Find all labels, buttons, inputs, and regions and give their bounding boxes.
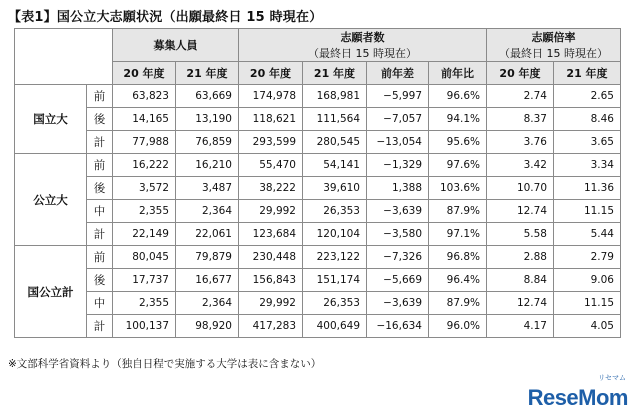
table-cell: −3,639 bbox=[367, 200, 429, 223]
table-cell: 12.74 bbox=[487, 200, 554, 223]
table-cell: −5,669 bbox=[367, 269, 429, 292]
table-cell: 8.37 bbox=[487, 108, 554, 131]
logo-text: ReseMom bbox=[527, 385, 628, 410]
header-ratio-sub: （最終日 15 時現在） bbox=[499, 47, 608, 60]
table-cell: 10.70 bbox=[487, 177, 554, 200]
table-cell: 293,599 bbox=[239, 131, 303, 154]
table-cell: 63,823 bbox=[113, 85, 176, 108]
table-cell: 16,222 bbox=[113, 154, 176, 177]
table-cell: 5.44 bbox=[554, 223, 621, 246]
source-note: ※文部科学省資料より（独自日程で実施する大学は表に含まない） bbox=[8, 358, 322, 370]
table-cell: 168,981 bbox=[303, 85, 367, 108]
table-cell: 2,355 bbox=[113, 292, 176, 315]
table-cell: 22,061 bbox=[176, 223, 239, 246]
table-cell: 103.6% bbox=[429, 177, 487, 200]
table-cell: 120,104 bbox=[303, 223, 367, 246]
table-cell: 223,122 bbox=[303, 246, 367, 269]
table-cell: −13,054 bbox=[367, 131, 429, 154]
table-row bbox=[15, 85, 621, 108]
table-cell: 400,649 bbox=[303, 315, 367, 338]
table-cell: −3,639 bbox=[367, 292, 429, 315]
col-header: 21 年度 bbox=[303, 62, 367, 85]
col-header: 前年比 bbox=[429, 62, 487, 85]
table-cell: 14,165 bbox=[113, 108, 176, 131]
table-cell: 8.84 bbox=[487, 269, 554, 292]
schedule-label: 計 bbox=[87, 131, 113, 154]
table-cell: 63,669 bbox=[176, 85, 239, 108]
table-cell: 87.9% bbox=[429, 200, 487, 223]
table-cell: 2,364 bbox=[176, 292, 239, 315]
table-cell: 2.88 bbox=[487, 246, 554, 269]
table-cell: 151,174 bbox=[303, 269, 367, 292]
table-cell: 3.76 bbox=[487, 131, 554, 154]
header-ratio-label: 志願倍率 bbox=[531, 31, 576, 44]
header-ratio bbox=[487, 29, 621, 62]
table-cell: 54,141 bbox=[303, 154, 367, 177]
table-cell: 118,621 bbox=[239, 108, 303, 131]
table-cell: 4.05 bbox=[554, 315, 621, 338]
schedule-label: 前 bbox=[87, 154, 113, 177]
table-cell: 2,364 bbox=[176, 200, 239, 223]
schedule-label: 前 bbox=[87, 85, 113, 108]
table-cell: 11.15 bbox=[554, 292, 621, 315]
table-cell: −5,997 bbox=[367, 85, 429, 108]
table-cell: 26,353 bbox=[303, 292, 367, 315]
schedule-label: 後 bbox=[87, 269, 113, 292]
table-cell: 16,677 bbox=[176, 269, 239, 292]
header-recruit: 募集人員 bbox=[113, 29, 239, 62]
table-cell: 26,353 bbox=[303, 200, 367, 223]
table-cell: 97.6% bbox=[429, 154, 487, 177]
schedule-label: 前 bbox=[87, 246, 113, 269]
table-row bbox=[15, 154, 621, 177]
table-cell: 98,920 bbox=[176, 315, 239, 338]
table-cell: 29,992 bbox=[239, 200, 303, 223]
table-cell: 3,572 bbox=[113, 177, 176, 200]
schedule-label: 後 bbox=[87, 177, 113, 200]
table-cell: 2,355 bbox=[113, 200, 176, 223]
table-row bbox=[15, 200, 621, 223]
table-cell: −3,580 bbox=[367, 223, 429, 246]
header-applicants-label: 志願者数 bbox=[340, 31, 385, 44]
table-cell: 77,988 bbox=[113, 131, 176, 154]
logo-subtext: リセマム bbox=[598, 374, 626, 382]
col-header: 21 年度 bbox=[176, 62, 239, 85]
table-cell: 87.9% bbox=[429, 292, 487, 315]
table-cell: 5.58 bbox=[487, 223, 554, 246]
table-cell: 9.06 bbox=[554, 269, 621, 292]
table-row bbox=[15, 177, 621, 200]
table-cell: 16,210 bbox=[176, 154, 239, 177]
schedule-label: 後 bbox=[87, 108, 113, 131]
table-cell: 123,684 bbox=[239, 223, 303, 246]
table-cell: 96.0% bbox=[429, 315, 487, 338]
table-cell: 12.74 bbox=[487, 292, 554, 315]
table-cell: −1,329 bbox=[367, 154, 429, 177]
table-cell: 96.4% bbox=[429, 269, 487, 292]
table-row bbox=[15, 108, 621, 131]
table-cell: 8.46 bbox=[554, 108, 621, 131]
table-cell: −7,326 bbox=[367, 246, 429, 269]
table-cell: 100,137 bbox=[113, 315, 176, 338]
table-cell: 96.8% bbox=[429, 246, 487, 269]
table-cell: 80,045 bbox=[113, 246, 176, 269]
col-header: 21 年度 bbox=[554, 62, 621, 85]
table-row bbox=[15, 315, 621, 338]
col-header: 20 年度 bbox=[113, 62, 176, 85]
table-cell: 39,610 bbox=[303, 177, 367, 200]
header-row-top bbox=[15, 29, 621, 62]
table-cell: 3.42 bbox=[487, 154, 554, 177]
table-cell: 96.6% bbox=[429, 85, 487, 108]
table-cell: 17,737 bbox=[113, 269, 176, 292]
table-cell: 417,283 bbox=[239, 315, 303, 338]
applications-table bbox=[14, 28, 621, 338]
table-row bbox=[15, 131, 621, 154]
table-row bbox=[15, 223, 621, 246]
table-cell: 38,222 bbox=[239, 177, 303, 200]
table-cell: 156,843 bbox=[239, 269, 303, 292]
table-title: 【表1】国公立大志願状況（出願最終日 15 時現在） bbox=[8, 10, 323, 25]
table-body bbox=[15, 85, 621, 338]
group-label: 国立大 bbox=[15, 85, 87, 154]
table-cell: 55,470 bbox=[239, 154, 303, 177]
resemom-logo bbox=[510, 374, 628, 411]
table-cell: 1,388 bbox=[367, 177, 429, 200]
header-corner bbox=[15, 29, 113, 85]
table-cell: 97.1% bbox=[429, 223, 487, 246]
table-cell: 79,879 bbox=[176, 246, 239, 269]
table-row bbox=[15, 246, 621, 269]
col-header: 20 年度 bbox=[487, 62, 554, 85]
table-row bbox=[15, 269, 621, 292]
table-cell: 94.1% bbox=[429, 108, 487, 131]
table-cell: 29,992 bbox=[239, 292, 303, 315]
table-cell: 76,859 bbox=[176, 131, 239, 154]
table-cell: −7,057 bbox=[367, 108, 429, 131]
table-cell: 111,564 bbox=[303, 108, 367, 131]
header-applicants bbox=[239, 29, 487, 62]
table-cell: 11.15 bbox=[554, 200, 621, 223]
schedule-label: 計 bbox=[87, 315, 113, 338]
table-cell: 230,448 bbox=[239, 246, 303, 269]
table-cell: 13,190 bbox=[176, 108, 239, 131]
table-cell: 2.74 bbox=[487, 85, 554, 108]
schedule-label: 計 bbox=[87, 223, 113, 246]
col-header: 20 年度 bbox=[239, 62, 303, 85]
table-cell: 11.36 bbox=[554, 177, 621, 200]
table-cell: 22,149 bbox=[113, 223, 176, 246]
table-cell: 174,978 bbox=[239, 85, 303, 108]
table-cell: 2.65 bbox=[554, 85, 621, 108]
table-cell: −16,634 bbox=[367, 315, 429, 338]
group-label: 公立大 bbox=[15, 154, 87, 246]
table-cell: 280,545 bbox=[303, 131, 367, 154]
table-cell: 3.65 bbox=[554, 131, 621, 154]
schedule-label: 中 bbox=[87, 292, 113, 315]
group-label: 国公立計 bbox=[15, 246, 87, 338]
table-cell: 3,487 bbox=[176, 177, 239, 200]
table-cell: 95.6% bbox=[429, 131, 487, 154]
schedule-label: 中 bbox=[87, 200, 113, 223]
table-cell: 4.17 bbox=[487, 315, 554, 338]
table-cell: 3.34 bbox=[554, 154, 621, 177]
table-cell: 2.79 bbox=[554, 246, 621, 269]
header-applicants-sub: （最終日 15 時現在） bbox=[308, 47, 417, 60]
col-header: 前年差 bbox=[367, 62, 429, 85]
table-row bbox=[15, 292, 621, 315]
